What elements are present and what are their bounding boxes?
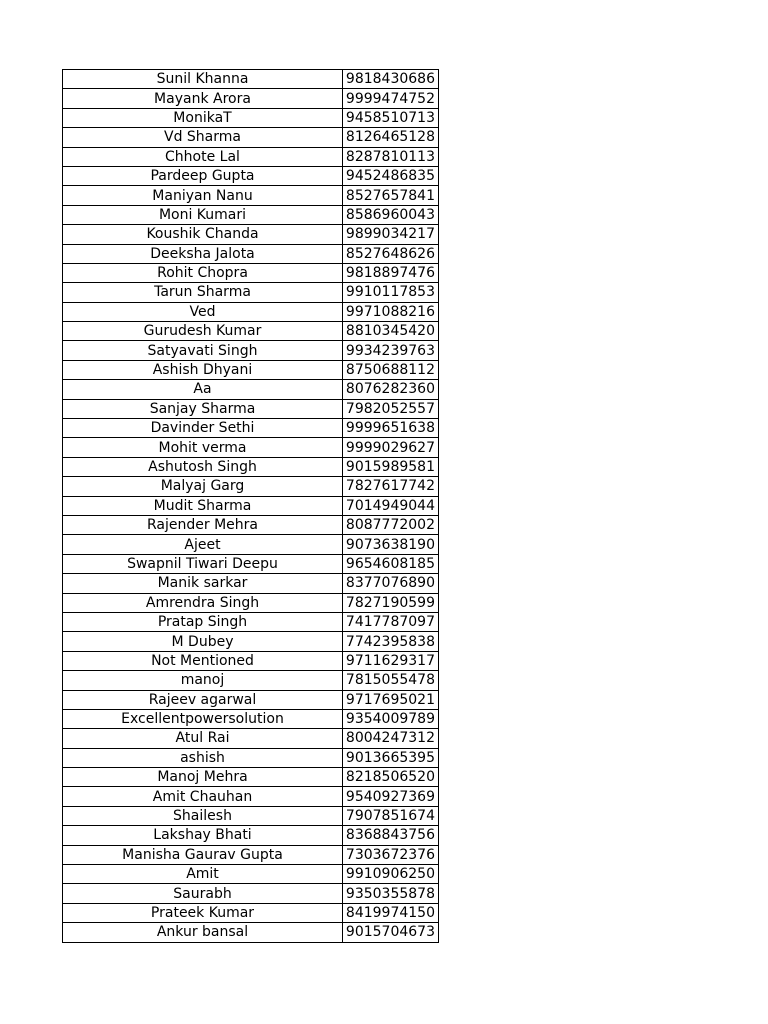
contact-phone-cell: 8377076890	[343, 574, 439, 593]
contact-phone-cell: 8527657841	[343, 186, 439, 205]
contact-name-cell: Amrendra Singh	[63, 593, 343, 612]
contact-phone-cell: 9015704673	[343, 923, 439, 942]
contact-name-cell: Mayank Arora	[63, 89, 343, 108]
table-row	[63, 380, 439, 399]
contact-name-cell: Rajeev agarwal	[63, 690, 343, 709]
contacts-table	[62, 69, 439, 943]
contact-name-cell: M Dubey	[63, 632, 343, 651]
table-row	[63, 651, 439, 670]
contact-phone-cell: 9999029627	[343, 438, 439, 457]
contact-phone-cell: 9458510713	[343, 108, 439, 127]
table-row	[63, 399, 439, 418]
contact-phone-cell: 9899034217	[343, 225, 439, 244]
contact-name-cell: Malyaj Garg	[63, 477, 343, 496]
contact-name-cell: Moni Kumari	[63, 205, 343, 224]
table-row	[63, 70, 439, 89]
table-row	[63, 690, 439, 709]
contact-name-cell: Ashutosh Singh	[63, 457, 343, 476]
contact-name-cell: Amit Chauhan	[63, 787, 343, 806]
contact-name-cell: Ved	[63, 302, 343, 321]
table-row	[63, 322, 439, 341]
contact-phone-cell: 9540927369	[343, 787, 439, 806]
contact-name-cell: Sanjay Sharma	[63, 399, 343, 418]
contact-name-cell: Koushik Chanda	[63, 225, 343, 244]
contact-name-cell: Ajeet	[63, 535, 343, 554]
table-row	[63, 884, 439, 903]
contact-name-cell: manoj	[63, 671, 343, 690]
contact-name-cell: Mudit Sharma	[63, 496, 343, 515]
table-row	[63, 845, 439, 864]
contact-name-cell: Satyavati Singh	[63, 341, 343, 360]
table-row	[63, 302, 439, 321]
contact-name-cell: Excellentpowersolution	[63, 709, 343, 728]
contact-phone-cell: 7827617742	[343, 477, 439, 496]
contact-phone-cell: 8126465128	[343, 128, 439, 147]
contact-phone-cell: 9015989581	[343, 457, 439, 476]
contact-phone-cell: 9073638190	[343, 535, 439, 554]
table-row	[63, 768, 439, 787]
contact-phone-cell: 7014949044	[343, 496, 439, 515]
table-row	[63, 263, 439, 282]
table-row	[63, 205, 439, 224]
contact-phone-cell: 9999474752	[343, 89, 439, 108]
contact-phone-cell: 9971088216	[343, 302, 439, 321]
contact-name-cell: ashish	[63, 748, 343, 767]
contact-name-cell: Rohit Chopra	[63, 263, 343, 282]
contact-name-cell: Vd Sharma	[63, 128, 343, 147]
table-row	[63, 574, 439, 593]
table-row	[63, 457, 439, 476]
table-row	[63, 671, 439, 690]
table-row	[63, 787, 439, 806]
contact-phone-cell: 7827190599	[343, 593, 439, 612]
table-row	[63, 477, 439, 496]
contact-phone-cell: 9910906250	[343, 865, 439, 884]
contact-phone-cell: 8810345420	[343, 322, 439, 341]
contact-name-cell: Prateek Kumar	[63, 903, 343, 922]
contact-name-cell: Gurudesh Kumar	[63, 322, 343, 341]
contact-phone-cell: 7417787097	[343, 612, 439, 631]
table-row	[63, 147, 439, 166]
contact-name-cell: Pratap Singh	[63, 612, 343, 631]
contact-name-cell: Deeksha Jalota	[63, 244, 343, 263]
contact-name-cell: Manoj Mehra	[63, 768, 343, 787]
table-row	[63, 748, 439, 767]
contact-phone-cell: 8004247312	[343, 729, 439, 748]
table-row	[63, 128, 439, 147]
contact-phone-cell: 8076282360	[343, 380, 439, 399]
contact-name-cell: Ankur bansal	[63, 923, 343, 942]
table-row	[63, 438, 439, 457]
table-row	[63, 806, 439, 825]
table-row	[63, 166, 439, 185]
contact-phone-cell: 7907851674	[343, 806, 439, 825]
contact-phone-cell: 8527648626	[343, 244, 439, 263]
contact-phone-cell: 9452486835	[343, 166, 439, 185]
contact-phone-cell: 9910117853	[343, 283, 439, 302]
table-row	[63, 903, 439, 922]
contacts-table-body	[63, 70, 439, 943]
contact-phone-cell: 9350355878	[343, 884, 439, 903]
contact-phone-cell: 9934239763	[343, 341, 439, 360]
contact-phone-cell: 8419974150	[343, 903, 439, 922]
table-row	[63, 923, 439, 942]
contact-name-cell: Shailesh	[63, 806, 343, 825]
contact-phone-cell: 7303672376	[343, 845, 439, 864]
contact-name-cell: Saurabh	[63, 884, 343, 903]
table-row	[63, 593, 439, 612]
table-row	[63, 515, 439, 534]
table-row	[63, 729, 439, 748]
contact-phone-cell: 8087772002	[343, 515, 439, 534]
contact-name-cell: Mohit verma	[63, 438, 343, 457]
contact-name-cell: Sunil Khanna	[63, 70, 343, 89]
table-row	[63, 360, 439, 379]
contact-phone-cell: 8750688112	[343, 360, 439, 379]
contact-phone-cell: 9717695021	[343, 690, 439, 709]
table-row	[63, 186, 439, 205]
table-row	[63, 535, 439, 554]
contact-phone-cell: 9999651638	[343, 419, 439, 438]
contact-name-cell: Maniyan Nanu	[63, 186, 343, 205]
contact-name-cell: Manisha Gaurav Gupta	[63, 845, 343, 864]
contact-phone-cell: 7982052557	[343, 399, 439, 418]
table-row	[63, 709, 439, 728]
contact-phone-cell: 8368843756	[343, 826, 439, 845]
contact-name-cell: Ashish Dhyani	[63, 360, 343, 379]
table-row	[63, 554, 439, 573]
contact-name-cell: Manik sarkar	[63, 574, 343, 593]
table-row	[63, 244, 439, 263]
contact-name-cell: Chhote Lal	[63, 147, 343, 166]
contact-phone-cell: 7815055478	[343, 671, 439, 690]
contact-name-cell: Not Mentioned	[63, 651, 343, 670]
table-row	[63, 612, 439, 631]
table-row	[63, 89, 439, 108]
contact-name-cell: Rajender Mehra	[63, 515, 343, 534]
table-row	[63, 632, 439, 651]
contact-phone-cell: 9818897476	[343, 263, 439, 282]
contact-name-cell: Pardeep Gupta	[63, 166, 343, 185]
contact-phone-cell: 8586960043	[343, 205, 439, 224]
contact-phone-cell: 8287810113	[343, 147, 439, 166]
contact-phone-cell: 9654608185	[343, 554, 439, 573]
contact-name-cell: Aa	[63, 380, 343, 399]
table-row	[63, 225, 439, 244]
contact-phone-cell: 7742395838	[343, 632, 439, 651]
contact-name-cell: Amit	[63, 865, 343, 884]
contact-phone-cell: 9013665395	[343, 748, 439, 767]
contact-name-cell: Atul Rai	[63, 729, 343, 748]
contact-phone-cell: 9818430686	[343, 70, 439, 89]
contact-name-cell: Tarun Sharma	[63, 283, 343, 302]
contact-phone-cell: 8218506520	[343, 768, 439, 787]
table-row	[63, 341, 439, 360]
contact-name-cell: Lakshay Bhati	[63, 826, 343, 845]
contact-phone-cell: 9354009789	[343, 709, 439, 728]
table-row	[63, 419, 439, 438]
table-row	[63, 826, 439, 845]
table-row	[63, 496, 439, 515]
contact-name-cell: Swapnil Tiwari Deepu	[63, 554, 343, 573]
table-row	[63, 108, 439, 127]
table-row	[63, 865, 439, 884]
contact-name-cell: Davinder Sethi	[63, 419, 343, 438]
table-row	[63, 283, 439, 302]
contact-phone-cell: 9711629317	[343, 651, 439, 670]
contact-name-cell: MonikaT	[63, 108, 343, 127]
